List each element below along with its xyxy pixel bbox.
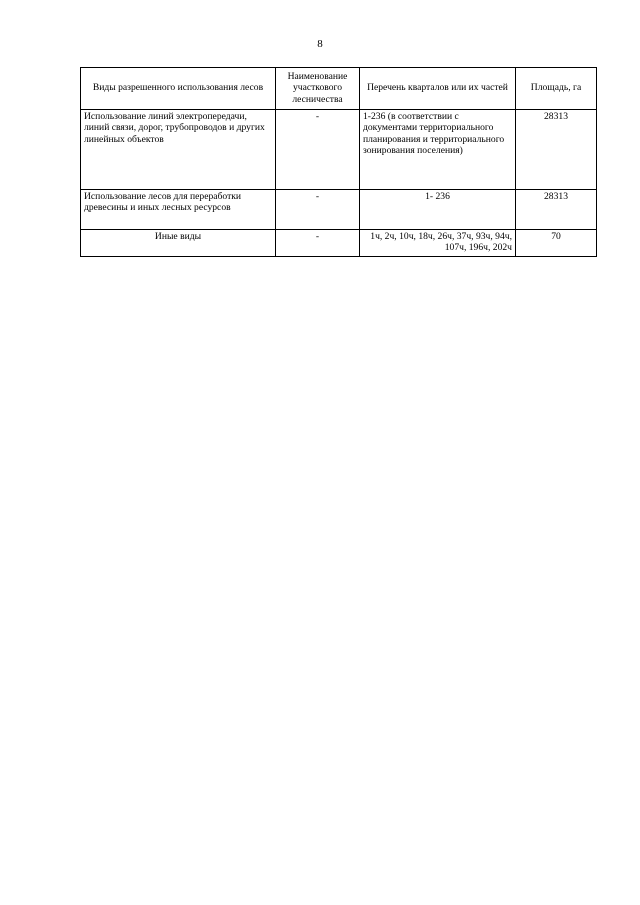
header-forestry-name: Наименование участкового лесничества — [276, 68, 360, 110]
cell-area: 70 — [516, 230, 597, 257]
header-quarters-list: Перечень кварталов или их частей — [360, 68, 516, 110]
forest-use-table — [80, 67, 597, 257]
cell-use-kind: Использование линий электропередачи, линий связи, дорог, трубопроводов и других линейных объектов — [81, 110, 276, 190]
table-row — [81, 110, 597, 190]
cell-quarters: 1- 236 — [360, 190, 516, 230]
header-area: Площадь, га — [516, 68, 597, 110]
header-use-kinds: Виды разрешенного использования лесов — [81, 68, 276, 110]
table-row — [81, 190, 597, 230]
cell-forestry: - — [276, 110, 360, 190]
cell-forestry: - — [276, 230, 360, 257]
cell-use-kind: Иные виды — [81, 230, 276, 257]
table-row — [81, 230, 597, 257]
cell-area: 28313 — [516, 190, 597, 230]
cell-quarters: 1-236 (в соответствии с документами территориального планирования и территориального зонирования поселения) — [360, 110, 516, 190]
cell-area: 28313 — [516, 110, 597, 190]
cell-forestry: - — [276, 190, 360, 230]
cell-use-kind: Использование лесов для переработки древесины и иных лесных ресурсов — [81, 190, 276, 230]
page-number: 8 — [317, 38, 323, 50]
cell-quarters: 1ч, 2ч, 10ч, 18ч, 26ч, 37ч, 93ч, 94ч, 107ч, 196ч, 202ч — [360, 230, 516, 257]
table-header-row — [81, 68, 597, 110]
